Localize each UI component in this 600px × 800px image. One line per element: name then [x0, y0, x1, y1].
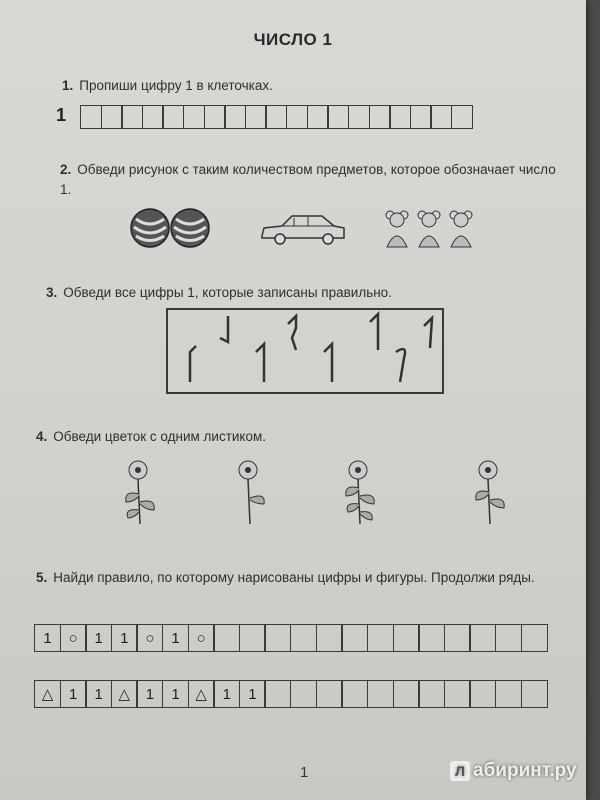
writing-grid[interactable]: [80, 105, 473, 129]
grid-cell[interactable]: 1: [34, 624, 61, 652]
digit-1-variant: [324, 344, 332, 382]
digit-1-variant: [288, 316, 296, 350]
grid-cell[interactable]: [444, 680, 471, 708]
task-text: Найди правило, по которому нарисованы цифры и фигуры. Продолжи ряды.: [53, 570, 535, 585]
grid-cell[interactable]: [430, 105, 452, 129]
flower-option-4: [476, 461, 504, 524]
three-teddy-bears-picture[interactable]: [382, 207, 482, 251]
grid-cell[interactable]: [264, 624, 291, 652]
grid-cell[interactable]: [245, 105, 267, 129]
grid-cell[interactable]: [290, 624, 317, 652]
grid-cell[interactable]: [142, 105, 164, 129]
grid-cell[interactable]: [341, 680, 368, 708]
digit-1-variant: [190, 346, 196, 382]
grid-cell[interactable]: 1: [162, 624, 189, 652]
grid-cell[interactable]: [369, 105, 391, 129]
grid-cell[interactable]: [393, 624, 420, 652]
task-number: 1.: [62, 78, 74, 93]
grid-cell[interactable]: 1: [136, 680, 163, 708]
grid-cell[interactable]: [239, 624, 266, 652]
grid-cell[interactable]: 1: [162, 680, 189, 708]
flowers-row: [110, 458, 530, 532]
labirint-watermark: Л абиринт.ру: [450, 760, 577, 782]
task-1: [62, 76, 273, 96]
task-text: Обведи цветок с одним листиком.: [53, 429, 267, 444]
task-text: Пропиши цифру 1 в клеточках.: [79, 78, 273, 93]
digit-1-variant: [370, 314, 378, 350]
grid-cell[interactable]: [265, 105, 287, 129]
pattern-row-2[interactable]: [34, 680, 548, 708]
grid-cell[interactable]: [80, 105, 102, 129]
grid-cell[interactable]: [393, 680, 420, 708]
sample-digit: 1: [56, 105, 67, 125]
grid-cell[interactable]: [316, 624, 343, 652]
digit-1-variant: [424, 318, 432, 348]
pattern-row-1[interactable]: [34, 624, 548, 652]
grid-cell[interactable]: [316, 680, 343, 708]
grid-cell[interactable]: [204, 105, 226, 129]
handwritten-digits: [168, 310, 442, 392]
grid-cell[interactable]: ○: [60, 624, 87, 652]
grid-cell[interactable]: △: [34, 680, 61, 708]
grid-cell[interactable]: [469, 624, 496, 652]
grid-cell[interactable]: △: [188, 680, 215, 708]
grid-cell[interactable]: [264, 680, 291, 708]
flower-option-1: [126, 461, 154, 524]
grid-cell[interactable]: [286, 105, 308, 129]
task-3: [46, 283, 392, 303]
task-4: [36, 427, 266, 447]
grid-cell[interactable]: 1: [239, 680, 266, 708]
grid-cell[interactable]: [101, 105, 123, 129]
grid-cell[interactable]: [348, 105, 370, 129]
task-text: Обведи все цифры 1, которые записаны правильно.: [63, 285, 392, 300]
grid-cell[interactable]: [367, 624, 394, 652]
grid-cell[interactable]: [444, 624, 471, 652]
flower-option-2: [239, 461, 264, 524]
grid-cell[interactable]: [469, 680, 496, 708]
task-text: Обведи рисунок с таким количеством предметов, которое обозначает число 1.: [60, 162, 556, 197]
grid-cell[interactable]: [367, 680, 394, 708]
grid-cell[interactable]: [213, 624, 240, 652]
task-number: 5.: [36, 570, 48, 585]
grid-cell[interactable]: ○: [136, 624, 163, 652]
ball-icon: [171, 209, 209, 247]
grid-cell[interactable]: [327, 105, 349, 129]
task-number: 2.: [60, 162, 72, 177]
teddy-bear-icon: [450, 211, 472, 247]
grid-cell[interactable]: [521, 624, 548, 652]
grid-cell[interactable]: [521, 680, 548, 708]
grid-cell[interactable]: [183, 105, 205, 129]
digit-1-variant: [396, 349, 405, 382]
grid-cell[interactable]: [341, 624, 368, 652]
task-number: 4.: [36, 429, 48, 444]
grid-cell[interactable]: [121, 105, 143, 129]
page-number: 1: [300, 764, 309, 781]
digit-1-variant: [220, 316, 228, 342]
two-balls-picture[interactable]: [128, 205, 214, 251]
grid-cell[interactable]: [290, 680, 317, 708]
flower-option-3: [346, 461, 374, 524]
grid-cell[interactable]: 1: [85, 680, 112, 708]
ball-icon: [131, 209, 169, 247]
grid-cell[interactable]: 1: [213, 680, 240, 708]
digits-frame: [166, 308, 444, 394]
page-title: ЧИСЛО 1: [253, 30, 333, 49]
digit-1-variant: [256, 344, 264, 382]
grid-cell[interactable]: [451, 105, 473, 129]
task-2: [60, 160, 560, 200]
grid-cell[interactable]: [495, 624, 522, 652]
task-number: 3.: [46, 285, 58, 300]
car-picture[interactable]: [258, 210, 348, 250]
grid-cell[interactable]: [495, 680, 522, 708]
grid-cell[interactable]: [389, 105, 411, 129]
teddy-bear-icon: [418, 211, 440, 247]
grid-cell[interactable]: [410, 105, 432, 129]
grid-cell[interactable]: △: [111, 680, 138, 708]
grid-cell[interactable]: 1: [111, 624, 138, 652]
grid-cell[interactable]: [224, 105, 246, 129]
grid-cell[interactable]: 1: [60, 680, 87, 708]
teddy-bear-icon: [386, 211, 408, 247]
grid-cell[interactable]: [307, 105, 329, 129]
grid-cell[interactable]: [418, 624, 445, 652]
grid-cell[interactable]: [162, 105, 184, 129]
grid-cell[interactable]: ○: [188, 624, 215, 652]
grid-cell[interactable]: [418, 680, 445, 708]
task-5: [36, 568, 580, 588]
labirint-logo-icon: Л: [450, 761, 470, 781]
grid-cell[interactable]: 1: [85, 624, 112, 652]
